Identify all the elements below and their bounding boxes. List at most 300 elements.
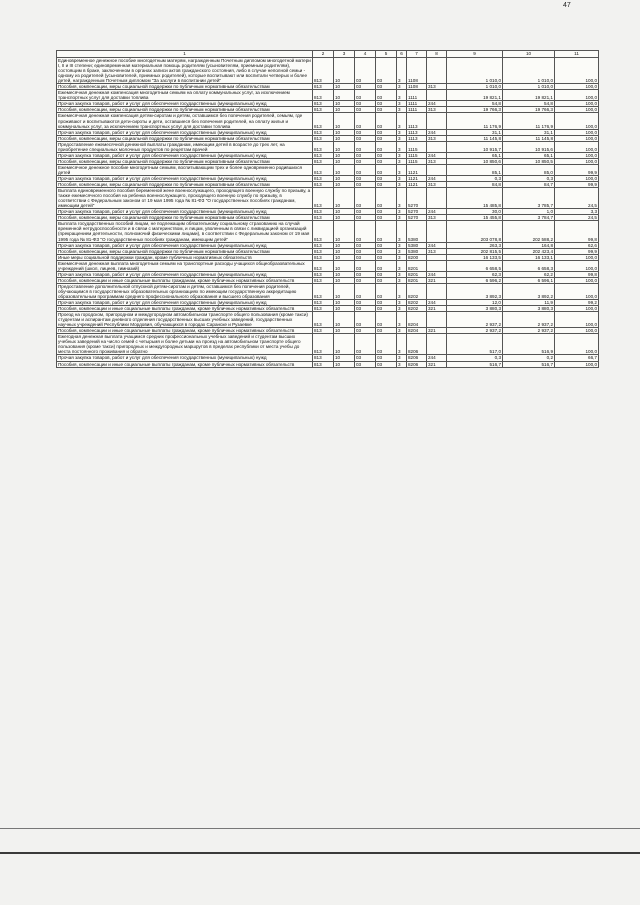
row-code-cell: 03 (376, 306, 397, 312)
header-cell: 2 (313, 51, 334, 58)
row-code-cell: 03 (376, 283, 397, 299)
row-code-cell: 813 (313, 271, 334, 277)
row-code-cell: 813 (313, 277, 334, 283)
row-code-cell: 03 (355, 248, 376, 254)
row-code-cell: 10 (334, 283, 355, 299)
row-code-cell: 813 (313, 164, 334, 175)
row-value-cell: 3 784,7 (503, 215, 555, 221)
table-row (57, 90, 599, 101)
row-code-cell: 8202 (407, 300, 427, 306)
row-code-cell: 813 (313, 113, 334, 129)
row-code-cell: 321 (427, 361, 447, 367)
row-code-cell (427, 260, 447, 271)
row-code-cell (427, 90, 447, 101)
row-code-cell: 03 (376, 58, 397, 84)
row-value-cell: 202 588,2 (503, 221, 555, 242)
row-code-cell: 8204 (407, 328, 427, 334)
row-value-cell: 3 785,7 (503, 188, 555, 209)
row-value-cell: 11 145,8 (447, 135, 503, 141)
row-code-cell: 3 (397, 254, 407, 260)
row-code-cell: 813 (313, 334, 334, 355)
row-value-cell: 100,0 (555, 152, 599, 158)
row-code-cell: 321 (427, 277, 447, 283)
row-code-cell: 3 (397, 215, 407, 221)
row-value-cell: 99,9 (555, 182, 599, 188)
table-row (57, 361, 599, 367)
row-code-cell: 1115 (407, 152, 427, 158)
row-name-cell: Пособия, компенсации и иные социальные выплаты гражданам, кроме публичных нормативных обязательств (57, 361, 313, 367)
row-code-cell: 244 (427, 129, 447, 135)
row-code-cell: 813 (313, 175, 334, 181)
row-value-cell: 19 821,1 (447, 90, 503, 101)
row-code-cell: 03 (376, 101, 397, 107)
row-code-cell: 03 (376, 129, 397, 135)
row-code-cell: 03 (355, 188, 376, 209)
row-value-cell: 24,5 (555, 215, 599, 221)
row-name-cell: Пособия, компенсации, меры социальной поддержки по публичным нормативным обязательствам (57, 135, 313, 141)
row-code-cell: 03 (376, 271, 397, 277)
table-row (57, 113, 599, 129)
row-name-cell: Иные меры социальной поддержки граждан, кроме публичных нормативных обязательств (57, 254, 313, 260)
row-code-cell: 10 (334, 355, 355, 361)
row-code-cell: 03 (376, 277, 397, 283)
row-code-cell: 3 (397, 129, 407, 135)
row-code-cell: 10 (334, 271, 355, 277)
row-name-cell: Пособия, компенсации, меры социальной поддержки по публичным нормативным обязательствам (57, 107, 313, 113)
row-code-cell: 313 (427, 135, 447, 141)
row-code-cell: 10 (334, 152, 355, 158)
row-value-cell: 100,0 (555, 175, 599, 181)
row-code-cell: 03 (355, 141, 376, 152)
row-code-cell: 03 (376, 361, 397, 367)
row-value-cell: 16 133,1 (503, 254, 555, 260)
row-value-cell: 6 596,2 (447, 277, 503, 283)
row-code-cell: 8202 (407, 283, 427, 299)
header-cell: 8 (427, 51, 447, 58)
row-value-cell: 99,8 (555, 271, 599, 277)
row-code-cell: 10 (334, 248, 355, 254)
row-value-cell: 3 892,2 (503, 283, 555, 299)
row-code-cell: 8202 (407, 306, 427, 312)
row-code-cell: 03 (355, 101, 376, 107)
row-code-cell: 10 (334, 141, 355, 152)
row-code-cell: 813 (313, 90, 334, 101)
row-code-cell: 03 (355, 84, 376, 90)
row-code-cell: 3 (397, 107, 407, 113)
row-code-cell: 813 (313, 209, 334, 215)
row-value-cell: 84,8 (447, 182, 503, 188)
row-code-cell: 244 (427, 152, 447, 158)
row-value-cell: 100,0 (555, 141, 599, 152)
row-value-cell: 0,2 (503, 355, 555, 361)
row-code-cell: 3 (397, 164, 407, 175)
row-code-cell: 03 (376, 188, 397, 209)
row-code-cell: 10 (334, 129, 355, 135)
row-name-cell: Пособия, компенсации, меры социальной поддержки по публичным нормативным обязательствам (57, 215, 313, 221)
row-value-cell: 263,3 (447, 242, 503, 248)
row-code-cell: 244 (427, 271, 447, 277)
row-name-cell: Прочая закупка товаров, работ и услуг для обеспечения государственных (муниципальных) нужд (57, 175, 313, 181)
row-value-cell: 100,0 (555, 254, 599, 260)
row-code-cell: 813 (313, 188, 334, 209)
row-value-cell: 0,3 (447, 355, 503, 361)
row-code-cell: 3 (397, 113, 407, 129)
row-code-cell: 03 (355, 209, 376, 215)
budget-table (56, 50, 599, 368)
row-value-cell: 1,0 (503, 209, 555, 215)
row-code-cell: 1113 (407, 135, 427, 141)
row-value-cell: 100,0 (555, 129, 599, 135)
row-code-cell: 1115 (407, 141, 427, 152)
row-value-cell: 99,9 (555, 248, 599, 254)
row-name-cell: Прочая закупка товаров, работ и услуг для обеспечения государственных (муниципальных) нужд (57, 209, 313, 215)
row-value-cell: 100,0 (555, 283, 599, 299)
row-name-cell: Предоставление ежемесячной денежной выплаты гражданам, имеющим детей в возрасте до трех лет, на приобретение специальных молочных продуктов по рецептам врачей (57, 141, 313, 152)
row-code-cell (427, 221, 447, 242)
row-value-cell: 100,0 (555, 312, 599, 328)
row-code-cell: 813 (313, 328, 334, 334)
page-number: 47 (563, 2, 571, 9)
row-value-cell: 62,3 (447, 271, 503, 277)
row-code-cell: 813 (313, 361, 334, 367)
table-row (57, 188, 599, 209)
row-code-cell: 03 (376, 260, 397, 271)
row-value-cell: 100,0 (555, 334, 599, 355)
row-code-cell: 03 (355, 283, 376, 299)
row-value-cell: 100,0 (555, 135, 599, 141)
row-value-cell: 6 658,3 (503, 260, 555, 271)
row-code-cell: 03 (376, 158, 397, 164)
row-name-cell: Выплата единовременного пособия беременной жене военнослужащего, проходящего военную службу по призыву, а также ежемесячного пособия на ребенка военнослужащего, проходящего военную службу по призыву, в соответствии с Федеральным законом от 19 мая 1995 года № 81-ФЗ "О государственных пособиях гражданам, имеющим детей" (57, 188, 313, 209)
row-value-cell: 11 145,8 (503, 135, 555, 141)
row-value-cell: 2 937,2 (447, 328, 503, 334)
row-code-cell: 1108 (407, 84, 427, 90)
row-value-cell: 11 176,9 (447, 113, 503, 129)
row-code-cell: 1121 (407, 182, 427, 188)
row-code-cell (427, 283, 447, 299)
row-code-cell: 813 (313, 260, 334, 271)
row-name-cell: Единовременное денежное пособие многодетным матерям, награжденным Почетным дипломом многодетной матери I, II и III степени; единовременная материальная помощь родителям (усыновителям, приемным родителям), состоящим в браке, заключенном в органах записи актов гражданского состояния, либо в случае неполной семьи - одному из родителей (усыновителей, приемных родителей), которые воспитывают или воспитали четверых и более детей, награжденным Почетным дипломом "За заслуги в воспитании детей" (58, 58, 311, 84)
row-code-cell: 3 (397, 361, 407, 367)
row-value-cell: 100,0 (555, 90, 599, 101)
row-code-cell (427, 188, 447, 209)
row-code-cell: 3 (397, 355, 407, 361)
row-value-cell: 31,1 (447, 129, 503, 135)
row-code-cell: 03 (376, 113, 397, 129)
row-code-cell: 03 (355, 58, 376, 84)
header-cell: 11 (555, 51, 599, 58)
row-code-cell: 313 (427, 215, 447, 221)
row-code-cell: 03 (376, 300, 397, 306)
row-value-cell: 100,0 (555, 328, 599, 334)
row-code-cell: 813 (313, 135, 334, 141)
table-row (57, 334, 599, 355)
row-value-cell: 516,7 (447, 361, 503, 367)
row-code-cell: 3 (397, 271, 407, 277)
row-value-cell: 12,0 (447, 300, 503, 306)
row-code-cell: 3 (397, 248, 407, 254)
row-code-cell: 03 (376, 135, 397, 141)
header-cell: 4 (355, 51, 376, 58)
header-cell: 9 (447, 51, 503, 58)
row-code-cell: 03 (376, 84, 397, 90)
row-code-cell: 813 (313, 158, 334, 164)
row-value-cell: 65,1 (447, 152, 503, 158)
row-code-cell: 1108 (407, 58, 427, 84)
row-code-cell (427, 58, 447, 84)
row-value-cell: 202 423,4 (503, 248, 555, 254)
row-code-cell: 03 (355, 158, 376, 164)
row-value-cell: 100,0 (555, 361, 599, 367)
row-value-cell: 0,3 (447, 175, 503, 181)
row-code-cell: 03 (355, 277, 376, 283)
row-value-cell: 517,0 (447, 334, 503, 355)
row-code-cell: 03 (355, 182, 376, 188)
row-code-cell: 321 (427, 306, 447, 312)
row-value-cell: 19 766,3 (447, 107, 503, 113)
row-code-cell: 3 (397, 300, 407, 306)
row-code-cell: 1113 (407, 129, 427, 135)
row-code-cell: 03 (376, 248, 397, 254)
row-code-cell: 3 (397, 306, 407, 312)
row-code-cell: 3 (397, 152, 407, 158)
row-code-cell: 813 (313, 84, 334, 90)
row-code-cell: 10 (334, 334, 355, 355)
row-name-cell: Пособия, компенсации и иные социальные выплаты гражданам, кроме публичных нормативных обязательств (57, 328, 313, 334)
row-code-cell: 03 (376, 141, 397, 152)
row-code-cell: 313 (427, 158, 447, 164)
row-code-cell: 10 (334, 182, 355, 188)
row-value-cell: 100,0 (555, 260, 599, 271)
row-code-cell: 03 (376, 334, 397, 355)
row-value-cell: 1 010,0 (503, 58, 555, 84)
row-value-cell: 54,8 (503, 101, 555, 107)
row-value-cell: 31,1 (503, 129, 555, 135)
row-value-cell: 15 455,8 (447, 215, 503, 221)
row-code-cell: 8206 (407, 361, 427, 367)
row-code-cell: 03 (355, 242, 376, 248)
row-code-cell: 10 (334, 101, 355, 107)
row-code-cell: 813 (313, 107, 334, 113)
row-code-cell: 3 (397, 277, 407, 283)
row-code-cell: 03 (376, 209, 397, 215)
row-code-cell: 10 (334, 164, 355, 175)
row-code-cell: 03 (376, 215, 397, 221)
row-code-cell: 03 (376, 355, 397, 361)
row-code-cell: 1111 (407, 90, 427, 101)
table-row (57, 141, 599, 152)
row-code-cell: 313 (427, 107, 447, 113)
row-name-cell: Пособия, компенсации и иные социальные выплаты гражданам, кроме публичных нормативных обязательств (57, 277, 313, 283)
row-code-cell: 03 (376, 242, 397, 248)
row-code-cell: 5270 (407, 188, 427, 209)
row-code-cell: 03 (376, 254, 397, 260)
row-code-cell: 03 (355, 175, 376, 181)
row-code-cell: 244 (427, 175, 447, 181)
row-value-cell: 85,0 (503, 164, 555, 175)
row-value-cell: 3 880,3 (503, 306, 555, 312)
row-code-cell: 03 (376, 175, 397, 181)
row-code-cell: 03 (355, 361, 376, 367)
row-code-cell: 3 (397, 58, 407, 84)
row-code-cell: 3 (397, 209, 407, 215)
row-code-cell: 03 (376, 221, 397, 242)
row-code-cell: 3 (397, 283, 407, 299)
table-row (57, 58, 599, 84)
row-code-cell: 03 (355, 135, 376, 141)
row-name-cell: Ежемесячная денежная компенсация многодетным семьям на оплату коммунальных услуг, за исключением транспортных услуг для доставки топлива (57, 90, 313, 101)
row-value-cell: 16 133,5 (447, 254, 503, 260)
row-code-cell: 10 (334, 277, 355, 283)
row-code-cell (427, 312, 447, 328)
row-value-cell: 11 176,9 (503, 113, 555, 129)
row-value-cell: 516,9 (503, 334, 555, 355)
header-cell: 1 (57, 51, 313, 58)
row-code-cell: 3 (397, 158, 407, 164)
header-cell: 10 (503, 51, 555, 58)
row-code-cell: 03 (355, 164, 376, 175)
row-code-cell: 3 (397, 90, 407, 101)
row-value-cell: 2 937,2 (503, 312, 555, 328)
row-name-cell: Прочая закупка товаров, работ и услуг для обеспечения государственных (муниципальных) нужд (57, 271, 313, 277)
row-code-cell: 8200 (407, 254, 427, 260)
row-name-cell: Прочая закупка товаров, работ и услуг для обеспечения государственных (муниципальных) нужд (57, 242, 313, 248)
row-code-cell: 03 (376, 152, 397, 158)
row-name-cell: Ежемесячная денежная выплата многодетным семьям на транспортные расходы учащихся общеобразовательных учреждений (школ, лицеев, гимназий) (57, 260, 313, 271)
row-value-cell: 3 892,3 (447, 283, 503, 299)
row-code-cell: 3 (397, 101, 407, 107)
row-code-cell: 10 (334, 215, 355, 221)
row-code-cell: 813 (313, 58, 334, 84)
row-code-cell: 03 (376, 164, 397, 175)
row-code-cell: 10 (334, 306, 355, 312)
row-code-cell: 813 (313, 182, 334, 188)
row-code-cell: 10 (334, 260, 355, 271)
row-code-cell: 03 (355, 107, 376, 113)
table-row (57, 260, 599, 271)
row-name-cell: Ежемесячная денежная компенсация детям-сиротам и детям, оставшимся без попечения родителей, семьям, где проживают и воспитываются дети-сироты и дети, оставшиеся без попечения родителей, на оплату жилья и коммунальных услуг, за исключением транспортных услуг для доставки топлива (57, 113, 313, 129)
header-cell: 5 (376, 51, 397, 58)
row-name-cell: Предоставление дополнительной отпускной детям-сиротам и детям, оставшимся без попечения родителей, обучающимся в государственных образовательных организациях по имеющим государственную аккредитацию образовательным программам среднего профессионального образования и высшего образования (57, 283, 313, 299)
row-code-cell: 10 (334, 300, 355, 306)
row-code-cell: 03 (355, 312, 376, 328)
row-value-cell: 99,2 (555, 300, 599, 306)
row-name-cell: Прочая закупка товаров, работ и услуг для обеспечения государственных (муниципальных) нужд (57, 101, 313, 107)
row-code-cell: 10 (334, 113, 355, 129)
row-value-cell: 62,2 (503, 271, 555, 277)
row-code-cell: 03 (355, 334, 376, 355)
row-value-cell: 516,7 (503, 361, 555, 367)
row-value-cell: 65,1 (503, 152, 555, 158)
row-code-cell: 3 (397, 141, 407, 152)
row-code-cell: 03 (355, 254, 376, 260)
row-name-cell: Проезд на городском, пригородном и междугородном автомобильном транспорте общего пользования (кроме такси) студентам и аспирантам дневного отделения государственных высших учебных заведений, государственных научных учреждений Республики Мордовия, обучающихся в городах Саранске и Рузаевке (57, 312, 313, 328)
row-code-cell: 813 (313, 152, 334, 158)
row-value-cell: 6 658,5 (447, 260, 503, 271)
row-code-cell: 03 (355, 355, 376, 361)
row-value-cell: 10 915,6 (503, 141, 555, 152)
row-code-cell: 10 (334, 58, 355, 84)
row-code-cell: 244 (427, 101, 447, 107)
row-value-cell: 99,8 (555, 221, 599, 242)
row-code-cell (427, 141, 447, 152)
row-code-cell: 244 (427, 300, 447, 306)
row-name-cell: Пособия, компенсации, меры социальной поддержки по публичным нормативным обязательствам (57, 158, 313, 164)
row-code-cell: 3 (397, 328, 407, 334)
row-code-cell: 813 (313, 215, 334, 221)
row-code-cell: 1111 (407, 101, 427, 107)
row-value-cell: 10 850,5 (503, 158, 555, 164)
row-code-cell: 244 (427, 355, 447, 361)
row-code-cell: 10 (334, 107, 355, 113)
row-value-cell: 100,0 (555, 58, 599, 84)
row-value-cell: 100,0 (555, 277, 599, 283)
row-code-cell: 813 (313, 248, 334, 254)
table-row (57, 221, 599, 242)
row-code-cell (427, 164, 447, 175)
row-code-cell: 03 (355, 260, 376, 271)
row-value-cell: 100,0 (555, 113, 599, 129)
row-value-cell: 3 880,3 (447, 306, 503, 312)
row-code-cell: 10 (334, 242, 355, 248)
row-code-cell: 3 (397, 242, 407, 248)
row-value-cell: 100,0 (555, 158, 599, 164)
header-cell: 6 (397, 51, 407, 58)
row-code-cell: 10 (334, 158, 355, 164)
row-code-cell: 313 (427, 248, 447, 254)
row-code-cell: 244 (427, 242, 447, 248)
row-code-cell: 5380 (407, 242, 427, 248)
header-cell: 7 (407, 51, 427, 58)
row-value-cell: 1 010,0 (447, 58, 503, 84)
header-cell: 3 (334, 51, 355, 58)
row-value-cell: 15 485,8 (447, 188, 503, 209)
row-code-cell: 813 (313, 312, 334, 328)
row-code-cell: 03 (355, 300, 376, 306)
bottom-divider-thin (0, 828, 640, 829)
row-code-cell: 3 (397, 135, 407, 141)
row-value-cell: 85,1 (447, 164, 503, 175)
row-code-cell: 10 (334, 90, 355, 101)
row-code-cell: 813 (313, 355, 334, 361)
row-code-cell: 10 (334, 221, 355, 242)
row-name-cell: Прочая закупка товаров, работ и услуг для обеспечения государственных (муниципальных) нужд (57, 300, 313, 306)
row-code-cell: 3 (397, 175, 407, 181)
bottom-divider-thick (0, 852, 640, 854)
row-name-cell: Выплата государственных пособий лицам, не подлежащим обязательному социальному страхованию на случай временной нетрудоспособности и в связи с материнством, и лицам, уволенным в связи с ликвидацией организаций (прекращением деятельности, полномочий физическими лицами), в соответствии с Федеральным законом от 19 мая 1995 года № 81-ФЗ "О государственных пособиях гражданам, имеющим детей" (57, 221, 313, 242)
row-code-cell: 03 (355, 152, 376, 158)
row-code-cell: 8201 (407, 271, 427, 277)
table-row (57, 283, 599, 299)
row-name-cell: Пособия, компенсации, меры социальной поддержки по публичным нормативным обязательствам (57, 248, 313, 254)
row-value-cell: 62,6 (555, 242, 599, 248)
row-code-cell: 03 (376, 182, 397, 188)
row-name-cell: Пособия, компенсации и иные социальные выплаты гражданам, кроме публичных нормативных обязательств (57, 306, 313, 312)
row-code-cell: 03 (355, 215, 376, 221)
row-code-cell: 10 (334, 84, 355, 90)
row-value-cell: 202 815,5 (447, 248, 503, 254)
row-code-cell: 813 (313, 306, 334, 312)
row-code-cell: 10 (334, 175, 355, 181)
row-code-cell: 813 (313, 141, 334, 152)
row-value-cell: 11,9 (503, 300, 555, 306)
row-value-cell: 2 937,2 (447, 312, 503, 328)
row-code-cell: 03 (355, 221, 376, 242)
row-code-cell: 321 (427, 328, 447, 334)
row-value-cell: 2 937,2 (503, 328, 555, 334)
row-name-cell: Пособия, компенсации, меры социальной поддержки по публичным нормативным обязательствам (57, 84, 313, 90)
row-code-cell: 03 (355, 271, 376, 277)
